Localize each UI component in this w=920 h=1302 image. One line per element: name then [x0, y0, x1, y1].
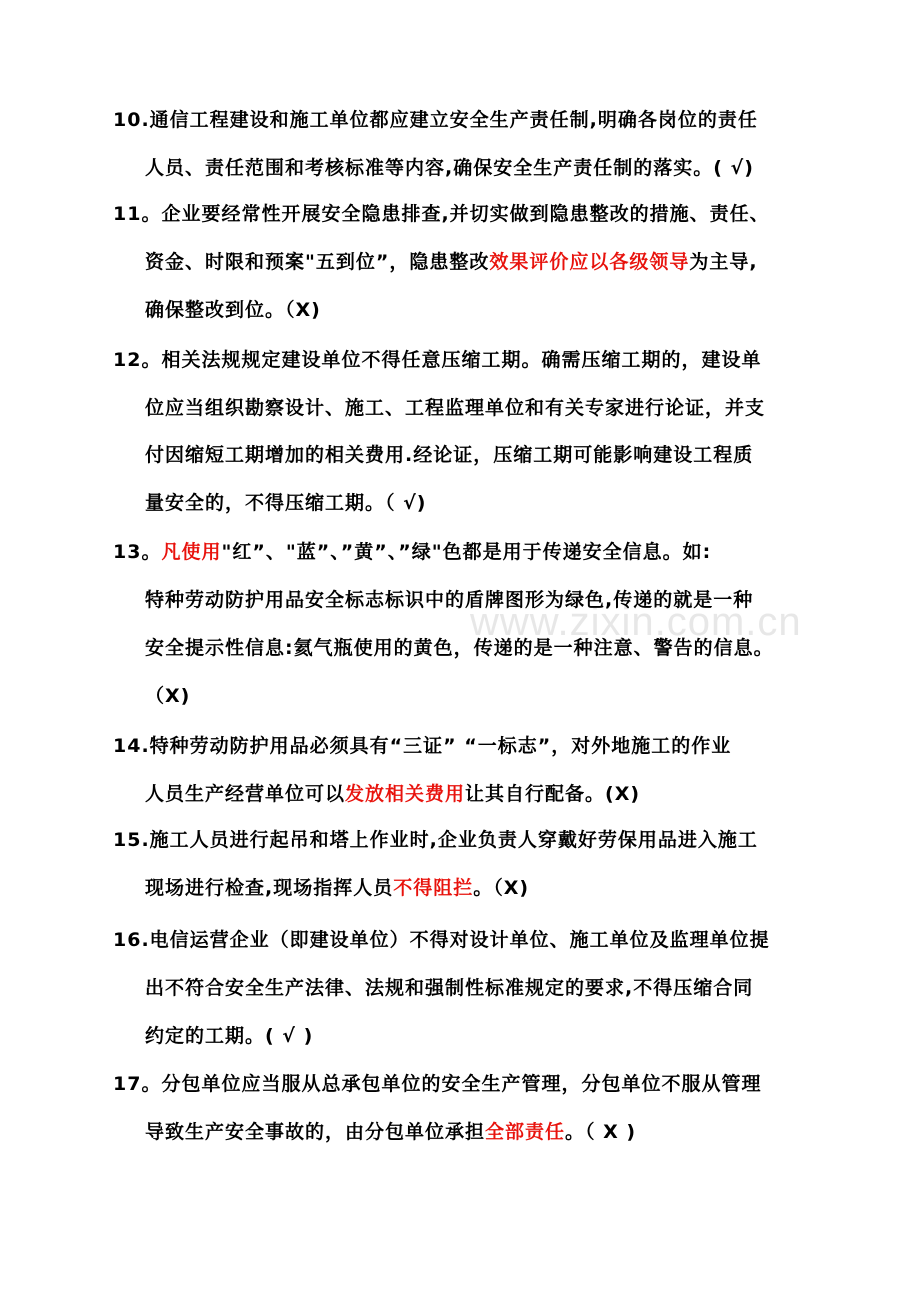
- question-continuation-line: [145, 440, 753, 470]
- question-continuation-line: [145, 488, 426, 518]
- question-text: 人员、责任范围和考核标准等内容,确保安全生产责任制的落实。( √): [145, 157, 754, 179]
- question-continuation-line: [145, 153, 754, 183]
- highlighted-text: 全部责任: [485, 1121, 566, 1143]
- question-first-line: [113, 1069, 761, 1099]
- question-text: 17。分包单位应当服从总承包单位的安全生产管理，分包单位不服从管理: [113, 1073, 762, 1095]
- question-first-line: [113, 731, 731, 761]
- question-text: 量安全的，不得压缩工期。（ √): [145, 492, 427, 514]
- question-first-line: [113, 925, 770, 955]
- question-continuation-line: [145, 873, 529, 903]
- question-first-line: [113, 199, 770, 229]
- question-text: 为主导,: [689, 251, 758, 273]
- question-text: "红”、"蓝”、”黄”、”绿"色都是用于传递安全信息。如:: [221, 541, 712, 563]
- question-continuation-line: [145, 779, 640, 809]
- question-first-line: [113, 345, 761, 375]
- question-text: 出不符合安全生产法律、法规和强制性标准规定的要求,不得压缩合同: [145, 977, 754, 999]
- question-continuation-line: [145, 393, 765, 423]
- question-text: 10.通信工程建设和施工单位都应建立安全生产责任制,明确各岗位的责任: [113, 109, 758, 131]
- question-continuation-line: [145, 585, 753, 615]
- question-text: 16.电信运营企业（即建设单位）不得对设计单位、施工单位及监理单位提: [113, 929, 770, 951]
- highlighted-text: 凡使用: [161, 541, 222, 563]
- question-text: 13。: [113, 541, 162, 563]
- question-text: 11。企业要经常性开展安全隐患排查,并切实做到隐患整改的措施、责任、: [113, 203, 770, 225]
- question-continuation-line: [145, 973, 753, 1003]
- question-text: 导致生产安全事故的，由分包单位承担: [145, 1121, 486, 1143]
- question-text: 。（ X ): [565, 1121, 637, 1143]
- question-continuation-line: [145, 633, 774, 663]
- question-text: 确保整改到位。（X): [145, 299, 321, 321]
- question-continuation-line: [145, 1117, 636, 1147]
- question-text: 让其自行配备。(X): [465, 783, 641, 805]
- question-continuation-line: [145, 1021, 313, 1051]
- question-continuation-line: [145, 295, 321, 325]
- question-text: 安全提示性信息:氦气瓶使用的黄色，传递的是一种注意、警告的信息。: [145, 637, 774, 659]
- question-first-line: [113, 105, 758, 135]
- question-text: 付因缩短工期增加的相关费用.经论证，压缩工期可能影响建设工程质: [145, 444, 754, 466]
- question-text: 15.施工人员进行起吊和塔上作业时,企业负责人穿戴好劳保用品进入施工: [113, 829, 758, 851]
- question-continuation-line: [145, 681, 190, 711]
- question-text: 现场进行检查,现场指挥人员: [145, 877, 394, 899]
- question-text: 人员生产经营单位可以: [145, 783, 346, 805]
- question-text: （X): [145, 685, 191, 707]
- watermark: www.zixin.com.cn: [470, 600, 802, 644]
- question-first-line: [113, 537, 711, 567]
- highlighted-text: 不得阻拦: [393, 877, 474, 899]
- question-text: 位应当组织勘察设计、施工、工程监理单位和有关专家进行论证，并支: [145, 397, 766, 419]
- question-text: 特种劳动防护用品安全标志标识中的盾牌图形为绿色,传递的就是一种: [145, 589, 754, 611]
- question-text: 约定的工期。( √ ): [145, 1025, 314, 1047]
- question-continuation-line: [145, 247, 758, 277]
- question-first-line: [113, 825, 758, 855]
- question-text: 资金、时限和预案"五到位”，隐患整改: [145, 251, 490, 273]
- question-text: 12。相关法规规定建设单位不得任意压缩工期。确需压缩工期的，建设单: [113, 349, 762, 371]
- question-text: 。（X): [473, 877, 530, 899]
- highlighted-text: 发放相关费用: [345, 783, 466, 805]
- question-text: 14.特种劳动防护用品必须具有“三证” “一标志”，对外地施工的作业: [113, 735, 732, 757]
- highlighted-text: 效果评价应以各级领导: [489, 251, 690, 273]
